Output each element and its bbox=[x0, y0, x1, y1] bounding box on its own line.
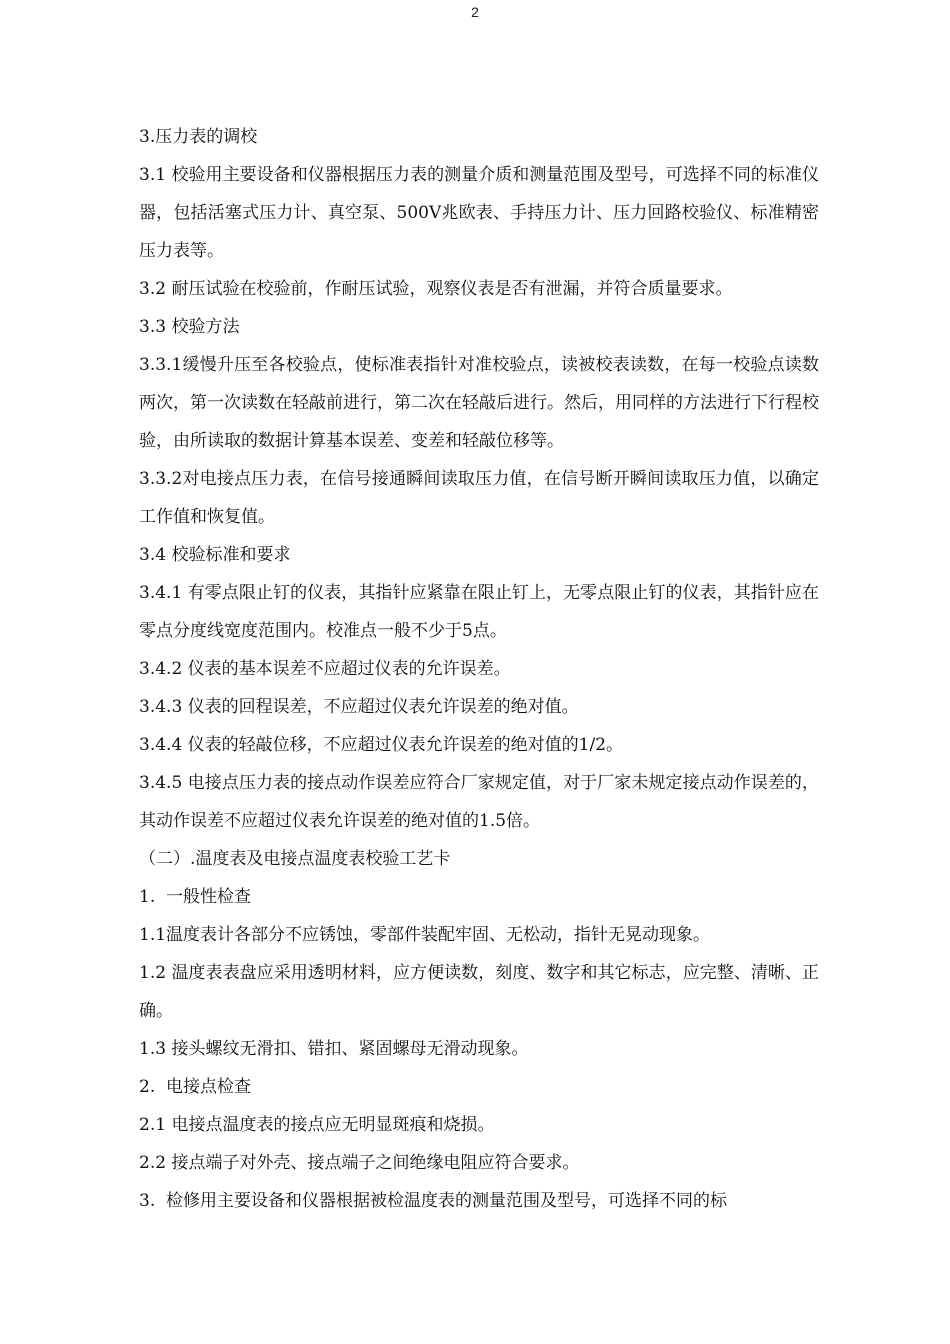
paragraph: 3.4.2 仪表的基本误差不应超过仪表的允许误差。 bbox=[139, 659, 511, 679]
paragraph: 3.4.1 有零点限止钉的仪表，其指针应紧靠在限止钉上，无零点限止钉的仪表，其指针应在零点分度线宽度范围内。校准点一般不少于5点。 bbox=[139, 583, 819, 641]
paragraph: 3.3.1缓慢升压至各校验点，使标准表指针对准校验点，读被校表读数，在每一校验点读数两次，第一次读数在轻敲前进行，第二次在轻敲后进行。然后，用同样的方法进行下行程校验，由所读取的数据计算基本误差、变差和轻敲位移等。 bbox=[139, 355, 819, 451]
paragraph: 3.1 校验用主要设备和仪器根据压力表的测量介质和测量范围及型号，可选择不同的标准仪器，包括活塞式压力计、真空泵、500V兆欧表、手持压力计、压力回路校验仪、标准精密压力表等。 bbox=[139, 165, 819, 261]
section-heading: 2. 电接点检查 bbox=[139, 1077, 252, 1097]
section-heading: 3.3 校验方法 bbox=[139, 317, 240, 337]
section-heading: （二）.温度表及电接点温度表校验工艺卡 bbox=[139, 849, 451, 869]
section-heading: 3.4 校验标准和要求 bbox=[139, 545, 291, 565]
paragraph: 1.1温度表计各部分不应锈蚀，零部件装配牢固、无松动，指针无晃动现象。 bbox=[139, 925, 711, 945]
paragraph: 2.1 电接点温度表的接点应无明显斑痕和烧损。 bbox=[139, 1115, 495, 1135]
section-heading: 1. 一般性检查 bbox=[139, 887, 252, 907]
paragraph: 3.2 耐压试验在校验前，作耐压试验，观察仪表是否有泄漏，并符合质量要求。 bbox=[139, 279, 733, 299]
paragraph: 1.2 温度表表盘应采用透明材料，应方便读数，刻度、数字和其它标志，应完整、清晰、正确。 bbox=[139, 963, 819, 1021]
page-number: 2 bbox=[471, 4, 479, 20]
paragraph: 1.3 接头螺纹无滑扣、错扣、紧固螺母无滑动现象。 bbox=[139, 1039, 529, 1059]
paragraph: 2.2 接点端子对外壳、接点端子之间绝缘电阻应符合要求。 bbox=[139, 1153, 580, 1173]
paragraph: 3.4.3 仪表的回程误差，不应超过仪表允许误差的绝对值。 bbox=[139, 697, 579, 717]
paragraph: 3.4.4 仪表的轻敲位移，不应超过仪表允许误差的绝对值的1/2。 bbox=[139, 735, 624, 755]
paragraph: 3.3.2对电接点压力表，在信号接通瞬间读取压力值，在信号断开瞬间读取压力值，以确定工作值和恢复值。 bbox=[139, 469, 819, 527]
paragraph: 3.4.5 电接点压力表的接点动作误差应符合厂家规定值，对于厂家未规定接点动作误差的，其动作误差不应超过仪表允许误差的绝对值的1.5倍。 bbox=[139, 773, 819, 831]
document-body bbox=[139, 118, 819, 1220]
section-heading: 3.压力表的调校 bbox=[139, 127, 258, 147]
paragraph: 3. 检修用主要设备和仪器根据被检温度表的测量范围及型号，可选择不同的标 bbox=[139, 1191, 728, 1211]
